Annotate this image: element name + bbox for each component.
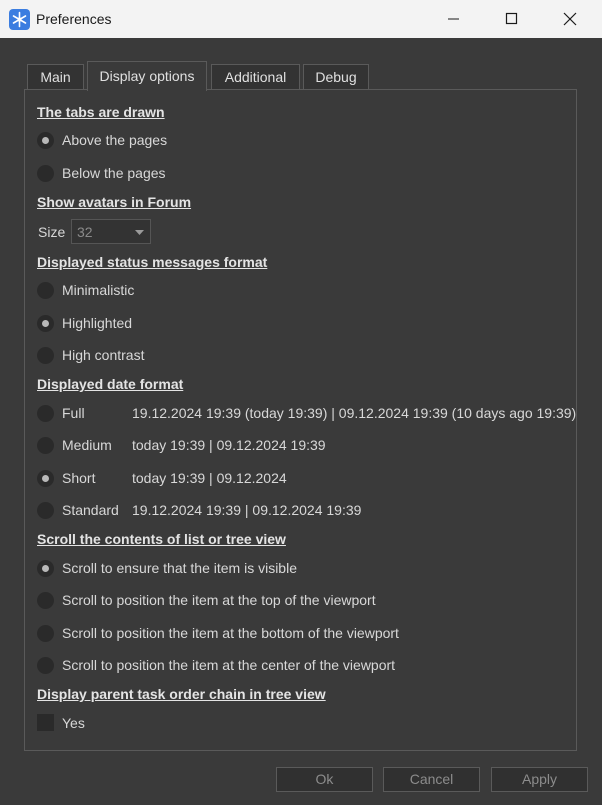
window-title: Preferences [36, 11, 112, 27]
avatar-size-value: 32 [77, 224, 93, 240]
ok-button[interactable]: Ok [276, 767, 373, 792]
radio-scroll-center[interactable] [37, 657, 54, 674]
parent-chain-heading: Display parent task order chain in tree view [37, 686, 326, 702]
radio-scroll-bottom[interactable] [37, 625, 54, 642]
tabs-drawn-heading: The tabs are drawn [37, 104, 165, 120]
tab-additional[interactable]: Additional [211, 64, 300, 89]
title-bar [0, 0, 602, 38]
radio-date-standard[interactable] [37, 502, 54, 519]
maximize-button[interactable] [483, 0, 541, 38]
radio-label-below-pages: Below the pages [62, 165, 166, 181]
radio-date-full[interactable] [37, 405, 54, 422]
tab-display-options[interactable]: Display options [87, 61, 207, 91]
avatar-size-select[interactable] [71, 219, 151, 244]
radio-label-highlighted: Highlighted [62, 315, 133, 331]
radio-label-scroll-center: Scroll to position the item at the center of the viewport [62, 657, 396, 673]
status-format-heading: Displayed status messages format [37, 254, 268, 270]
date-medium-example: today 19:39 | 09.12.2024 19:39 [132, 437, 326, 453]
close-button[interactable] [541, 0, 599, 38]
radio-below-pages[interactable] [37, 165, 54, 182]
parent-chain-checkbox-label: Yes [62, 715, 85, 731]
chevron-down-icon [135, 230, 144, 236]
radio-highlighted[interactable] [37, 315, 54, 332]
avatars-heading: Show avatars in Forum [37, 194, 192, 210]
snowflake-app-icon [9, 9, 30, 30]
radio-label-scroll-bottom: Scroll to position the item at the bottom of the viewport [62, 625, 399, 641]
parent-chain-checkbox[interactable] [37, 714, 54, 731]
radio-label-date-short: Short [62, 470, 96, 486]
close-icon [563, 12, 577, 26]
minimize-icon [447, 12, 461, 26]
date-standard-example: 19.12.2024 19:39 | 09.12.2024 19:39 [132, 502, 362, 518]
radio-label-scroll-visible: Scroll to ensure that the item is visible [62, 560, 297, 576]
radio-above-pages[interactable] [37, 132, 54, 149]
cancel-button[interactable]: Cancel [383, 767, 480, 792]
size-label: Size [38, 224, 66, 240]
date-format-heading: Displayed date format [37, 376, 184, 392]
radio-high-contrast[interactable] [37, 347, 54, 364]
radio-label-high-contrast: High contrast [62, 347, 145, 363]
radio-label-date-medium: Medium [62, 437, 112, 453]
scroll-heading: Scroll the contents of list or tree view [37, 531, 286, 547]
radio-label-date-standard: Standard [62, 502, 119, 518]
radio-label-date-full: Full [62, 405, 85, 421]
radio-scroll-top[interactable] [37, 592, 54, 609]
radio-scroll-visible[interactable] [37, 560, 54, 577]
minimize-button[interactable] [425, 0, 483, 38]
radio-date-short[interactable] [37, 470, 54, 487]
date-short-example: today 19:39 | 09.12.2024 [132, 470, 287, 486]
maximize-icon [505, 12, 519, 26]
date-full-example: 19.12.2024 19:39 (today 19:39) | 09.12.2024 19:39 (10 days ago 19:39) [132, 405, 577, 421]
radio-label-minimalistic: Minimalistic [62, 282, 135, 298]
radio-date-medium[interactable] [37, 437, 54, 454]
radio-label-scroll-top: Scroll to position the item at the top of the viewport [62, 592, 376, 608]
tab-main[interactable]: Main [27, 64, 84, 89]
apply-button[interactable]: Apply [491, 767, 588, 792]
tab-debug[interactable]: Debug [303, 64, 369, 89]
radio-minimalistic[interactable] [37, 282, 54, 299]
radio-label-above-pages: Above the pages [62, 132, 168, 148]
